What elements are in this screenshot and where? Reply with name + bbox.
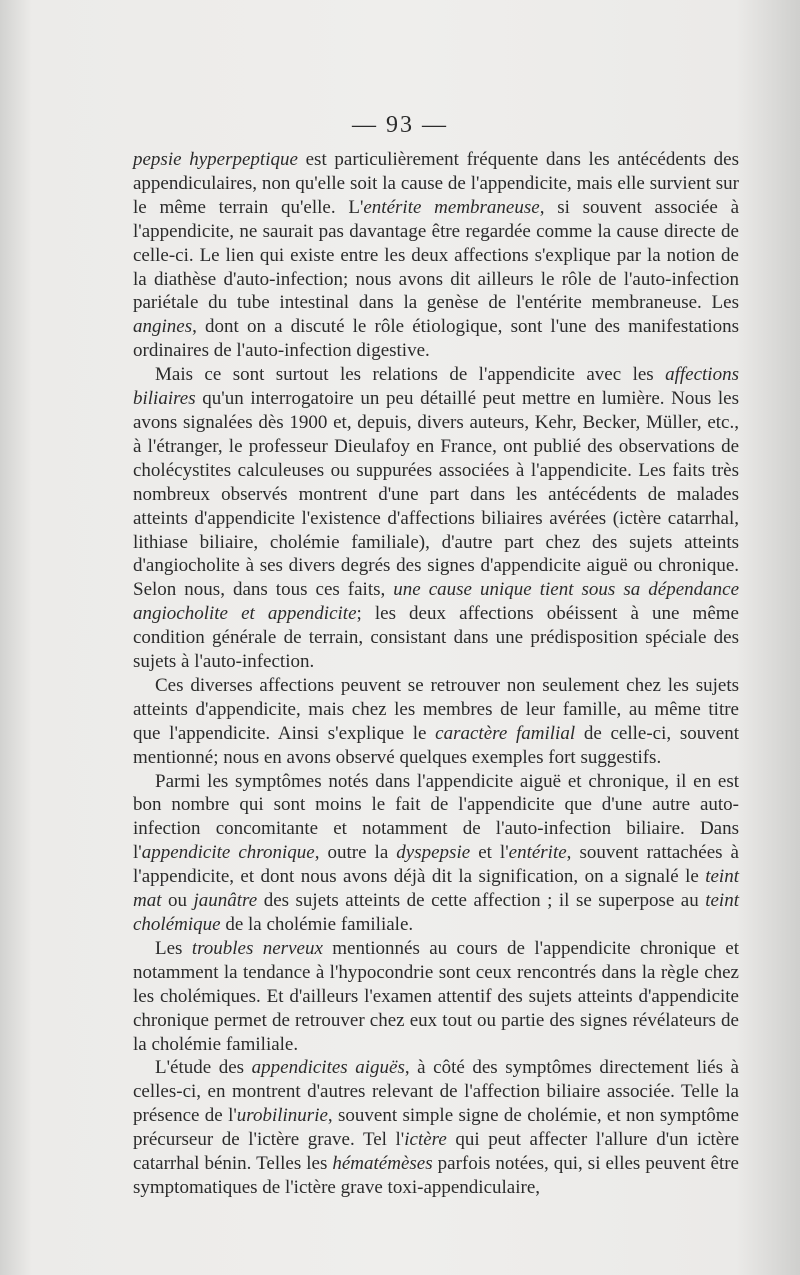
italic-text: dyspepsie: [396, 842, 471, 864]
italic-text: appendicites aiguës: [251, 1057, 405, 1079]
italic-text: une cause unique tient sous sa dépendance angiocholite et appendicite: [133, 579, 739, 625]
text-run: mentionnés au cours de l'appendicite chronique et notamment la tendance à l'hypocondrie sont ceux rencontrés dans la règle chez les cholémiques. Et d'ailleurs l'examen attentif des sujets atteints d'appendicite chronique permet de retrouver chez eux tout ou partie des signes révélateurs de la cholémie familiale.: [133, 937, 740, 1055]
italic-text: teint cholémique: [133, 890, 739, 935]
paragraph: [133, 1056, 739, 1199]
text-run: , souvent rattachées à l'appendicite, et dont nous avons déjà dit la signification, on a signalé le: [133, 842, 739, 888]
paragraph: [133, 363, 739, 674]
italic-text: urobilinurie: [236, 1105, 328, 1127]
text-run: de la cholémie familiale.: [220, 914, 414, 935]
italic-text: hématémèses: [332, 1153, 433, 1175]
italic-text: entérite: [508, 842, 567, 864]
italic-text: ictère: [404, 1129, 447, 1151]
page-number: — 93 —: [352, 112, 448, 138]
italic-text: caractère familial: [435, 722, 576, 744]
paragraph: [133, 148, 739, 363]
text-run: et l': [470, 842, 509, 864]
paragraph: [133, 770, 739, 937]
text-run: des sujets atteints de cette affection ; il se superpose au: [257, 890, 706, 912]
text-run: Les: [155, 937, 192, 959]
italic-text: jaunâtre: [193, 890, 258, 912]
text-run: ou: [161, 890, 194, 912]
paragraph: [133, 674, 739, 770]
text-run: , souvent simple signe de cholémie, et non symptôme précurseur de l'ictère grave. Tel l': [133, 1105, 739, 1151]
paragraph: [133, 937, 739, 1057]
text-run: , à côté des symptômes directement liés à celles-ci, en montrent d'autres relevant de l'affection biliaire associée. Telle la présence de l': [133, 1057, 739, 1127]
italic-text: teint mat: [133, 866, 739, 912]
text-run: Parmi les symptômes notés dans l'appendicite aiguë et chronique, il en est bon nombre qui sont moins le fait de l'appendicite que d'une autre auto-infection concomitante et notamment de l'auto-infection biliaire. Dans l': [133, 770, 739, 864]
text-run: Ces diverses affections peuvent se retrouver non seulement chez les sujets atteints d'appendicite, mais chez les membres de leur famille, au même titre que l'appendicite. Ainsi s'explique le: [133, 674, 739, 744]
italic-text: angines: [133, 316, 193, 338]
text-run: qui peut affecter l'allure d'un ictère catarrhal bénin. Telles les: [133, 1129, 740, 1175]
text-run: qu'un interrogatoire un peu détaillé peut mettre en lumière. Nous les avons signalées dès 1900 et, depuis, divers auteurs, Kehr, Becker, Müller, etc., à l'étranger, le professeur Dieulafoy en France, ont publié des observations de cholécystites calculeuses ou suppurées associées à l'appendicite. Les faits très nombreux observés montrent d'une part dans les antécédents de malades atteints d'appendicite l'existence d'affections biliaires avérées (ictère catarrhal, lithiase biliaire, cholémie familiale), d'autre part chez des sujets atteints d'angiocholite à ses divers degrés des signes d'appendicite aiguë ou chronique. Selon nous, dans tous ces faits,: [133, 388, 739, 601]
text-run: , outre la: [314, 842, 397, 864]
italic-text: appendicite chronique: [141, 842, 315, 864]
text-run: Mais ce sont surtout les relations de l'appendicite avec les: [155, 364, 666, 386]
text-run: , si souvent associée à l'appendicite, ne saurait pas davantage être regardée comme la cause directe de celle-ci. Le lien qui existe entre les deux affections s'explique par la notion de la diathèse d'auto-infection; nous avons dit ailleurs le rôle de l'auto-infection pariétale du tube intestinal dans la genèse de l'entérite membraneuse. Les: [133, 196, 739, 314]
text-run: L'étude des: [155, 1057, 252, 1079]
text-run: ; les deux affections obéissent à une même condition générale de terrain, consistant dans une prédisposition spéciale des sujets à l'auto-infection.: [133, 603, 739, 673]
italic-text: affections biliaires: [133, 364, 739, 410]
italic-text: troubles nerveux: [191, 937, 323, 959]
italic-text: pepsie hyperpeptique: [133, 149, 298, 170]
text-run: de celle-ci, souvent mentionné; nous en avons observé quelques exemples fort suggestifs.: [133, 722, 739, 768]
text-run: parfois notées, qui, si elles peuvent être symptomatiques de l'ictère grave toxi-appendiculaire,: [133, 1153, 739, 1198]
text-run: est particulièrement fréquente dans les antécédents des appendiculaires, non qu'elle soit la cause de l'appendicite, mais elle survient sur le même terrain qu'elle. L': [133, 149, 739, 218]
italic-text: entérite membraneuse: [363, 196, 540, 218]
text-run: , dont on a discuté le rôle étiologique, sont l'une des manifestations ordinaires de l'auto-infection digestive.: [133, 316, 739, 362]
body-text: [133, 148, 739, 1200]
